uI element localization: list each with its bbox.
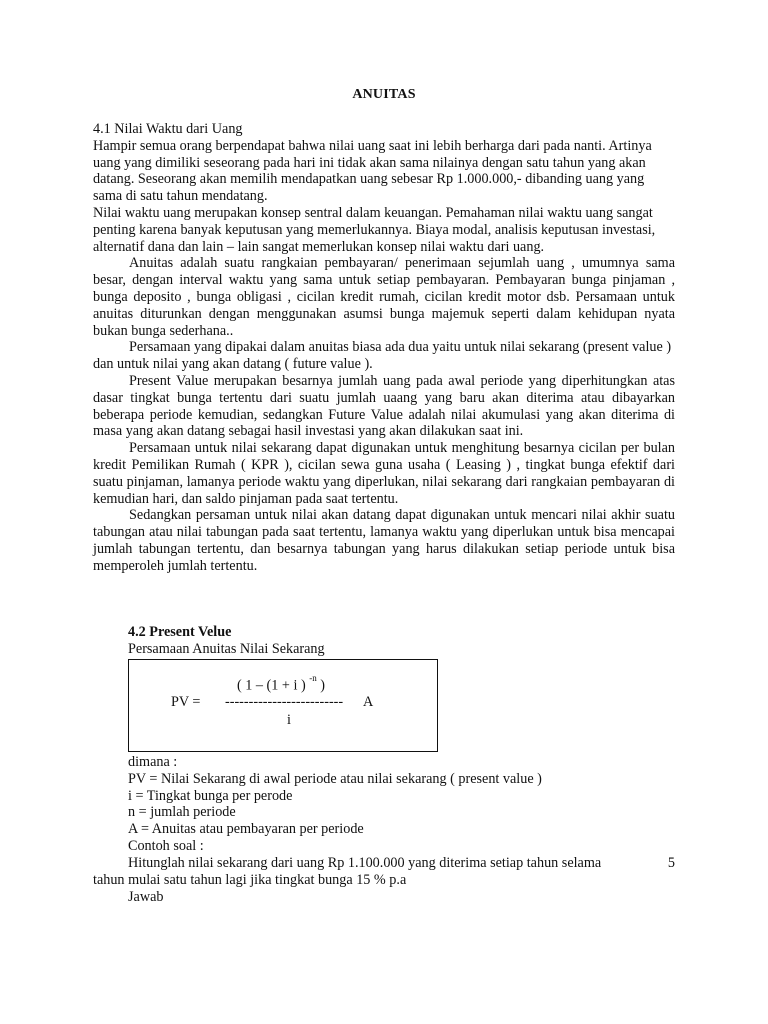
formula-exponent: -n bbox=[309, 673, 317, 683]
formula-numerator: ( 1 – (1 + i ) $^{-n}$ ) bbox=[237, 673, 326, 694]
example-line: Hitunglah nilai sekarang dari uang Rp 1.100.000 yang diterima setiap tahun selama 5 bbox=[128, 855, 675, 871]
paragraph: Nilai waktu uang merupakan konsep sentral dalam keuangan. Pemahaman nilai waktu uang sangat penting karena banyak keputusan yang memerlukannya. Biaya modal, analisis keputusan investasi, alternatif dana dan lain – lain sangat memerlukan konsep nilai waktu dari uang. bbox=[93, 204, 656, 255]
example-answer: Jawab bbox=[128, 888, 164, 905]
section-heading: 4.1 Nilai Waktu dari Uang bbox=[93, 121, 243, 137]
formula-denominator: i bbox=[287, 712, 291, 728]
definition-line: n = jumlah periode bbox=[128, 804, 236, 821]
paragraph: Anuitas adalah suatu rangkaian pembayaran/ penerimaan sejumlah uang , umumnya sama besar, dengan interval waktu yang sama untuk setiap pembayaran. Pembayaran bunga pinjaman , bunga deposito , bunga obligasi , cicilan kredit rumah, cicilan kredit motor dsb. Persamaan untuk anuitas diturunkan dengan menggunakan asumsi bunga majemuk seperti dalam kehidupan nyata bukan bunga sederhana.. bbox=[93, 255, 675, 339]
definition-line: PV = Nilai Sekarang di awal periode atau nilai sekarang ( present value ) bbox=[128, 770, 542, 787]
paragraph: Persamaan untuk nilai sekarang dapat digunakan untuk menghitung besarnya cicilan per bulan kredit Pemilikan Rumah ( KPR ), cicilan sewa guna usaha ( Leasing ) , tingkat bunga efektif dari suatu pinjaman, lamanya periode waktu yang diperlukan, nilai sekarang dari rangkaian pembayaran di kemudian hari, dan saldo pinjaman pada saat tertentu. bbox=[93, 440, 675, 507]
definition-line: Contoh soal : bbox=[128, 837, 204, 854]
example-number: 5 bbox=[667, 855, 675, 871]
paragraph: Present Value merupakan besarnya jumlah uang pada awal periode yang diperhitungkan atas dasar tingkat bunga tertentu dari suatu jumlah uaang yang baru akan diterima atau dibayarkan beberapa periode kemudian, sedangkan Future Value adalah nilai akumulasi yang akan diterima di masa yang akan datang sebagai hasil investasi yang akan dilakukan saat ini. bbox=[93, 372, 675, 440]
paragraph: Sedangkan persaman untuk nilai akan datang dapat digunakan untuk mencari nilai akhir suatu tabungan atau nilai tabungan pada saat tertentu, lamanya waktu yang diperlukan untuk bisa mencapai jumlah tabungan tertentu, dan besarnya tabungan yang harus dilakukan setiap periode untuk bisa memperoleh jumlah tertentu. bbox=[93, 507, 675, 574]
section-heading: 4.2 Present Velue bbox=[128, 624, 232, 640]
definitions-list bbox=[128, 754, 542, 855]
definition-line: dimana : bbox=[128, 754, 178, 770]
definition-line: A = Anuitas atau pembayaran per periode bbox=[128, 821, 364, 838]
document-title: ANUITAS bbox=[352, 87, 416, 102]
section-4-1 bbox=[93, 121, 675, 575]
formula-lhs: PV = bbox=[171, 694, 201, 710]
paragraph: Persamaan yang dipakai dalam anuitas biasa ada dua yaitu untuk nilai sekarang (present value ) dan untuk nilai yang akan datang ( future value ). bbox=[93, 339, 672, 373]
fraction-bar: ------------------------- bbox=[225, 694, 344, 710]
formula-rhs: A bbox=[363, 694, 374, 710]
example-problem bbox=[93, 855, 675, 905]
paragraph: Hampir semua orang berpendapat bahwa nilai uang saat ini lebih berharga dari pada nanti. Artinya uang yang dimiliki seseorang pada hari ini tidak akan sama nilainya dengan satu tahun yang akan datang. Seseorang akan memilih mendapatkan uang sebesar Rp 1.000.000,- dibanding uang yang sama di satu tahun mendatang. bbox=[93, 137, 652, 205]
formula-box bbox=[128, 659, 438, 752]
definition-line: i = Tingkat bunga per perode bbox=[128, 787, 293, 804]
example-line: tahun mulai satu tahun lagi jika tingkat bunga 15 % p.a bbox=[93, 871, 407, 888]
formula-caption: Persamaan Anuitas Nilai Sekarang bbox=[128, 641, 325, 657]
